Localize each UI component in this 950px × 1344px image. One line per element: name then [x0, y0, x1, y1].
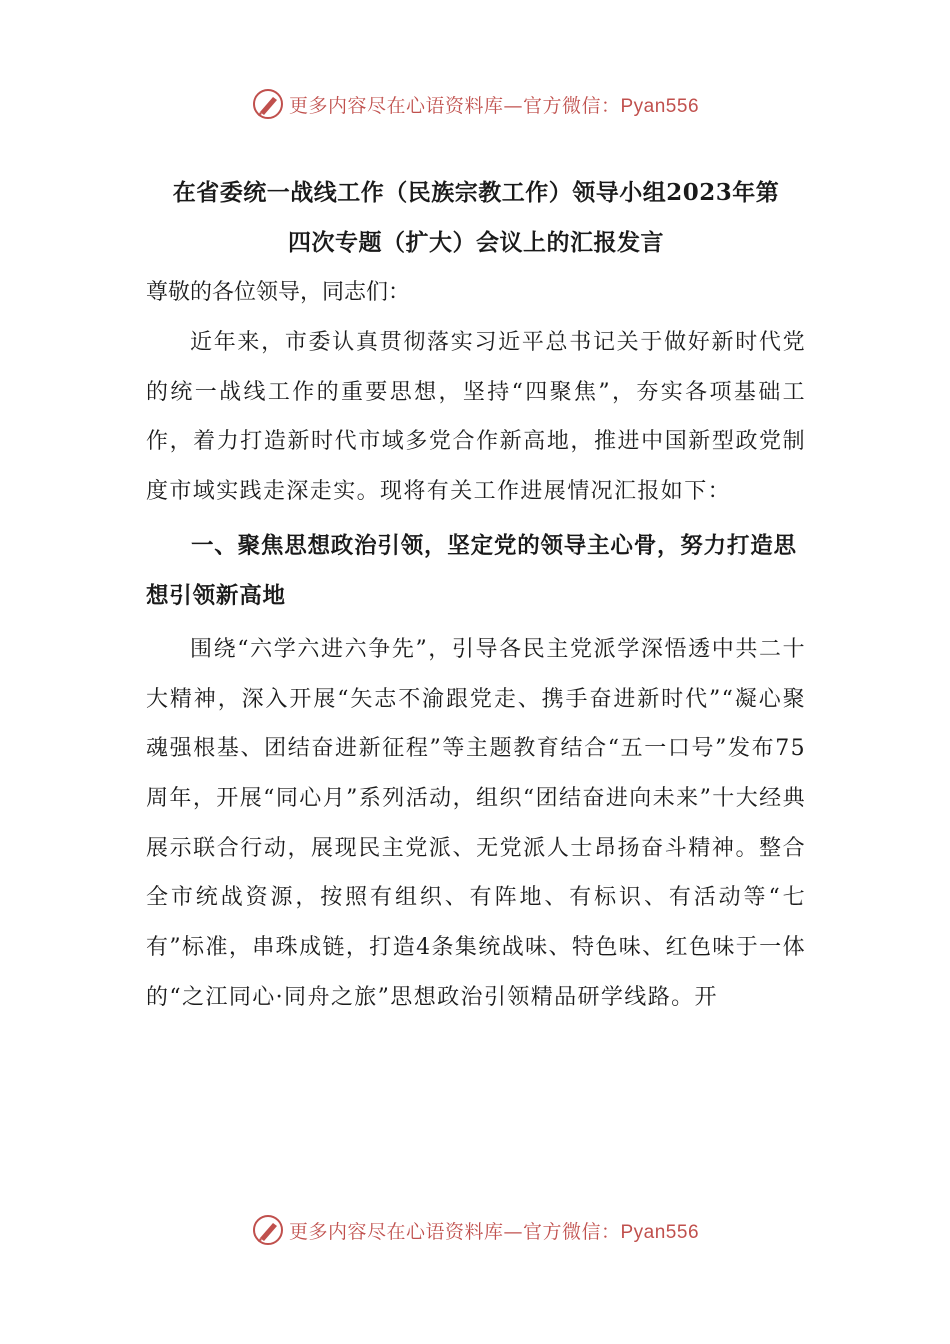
section-1-paragraph: 围绕“六学六进六争先”，引导各民主党派学深悟透中共二十大精神，深入开展“矢志不渝跟党走、携手奋进新时代”“凝心聚魂强根基、团结奋进新征程”等主题教育结合“五一口号”发布75周年，开展“同心月”系列活动，组织“团结奋进向未来”十大经典展示联合行动，展现民主党派、无党派人士昂扬奋斗精神。整合全市统战资源，按照有组织、有阵地、有标识、有活动等“七有”标准，串珠成链，打造4条集统战味、特色味、红色味于一体的“之江同心·同舟之旅”思想政治引领精品研学线路。开	[146, 636, 806, 1010]
pen-logo-icon	[251, 87, 285, 121]
section-1-heading: 一、聚焦思想政治引领，坚定党的领导主心骨，努力打造思想引领新高地	[146, 532, 797, 609]
document-title-line-2: 四次专题（扩大）会议上的汇报发言	[288, 229, 664, 256]
pen-logo-icon	[251, 1213, 285, 1247]
watermark-header	[0, 84, 950, 124]
watermark-text: 更多内容尽在心语资料库—官方微信：Pyan556	[288, 94, 700, 117]
document-title-line-1: 在省委统一战线工作（民族宗教工作）领导小组2023年第	[172, 179, 780, 206]
document-body	[146, 168, 806, 1022]
salutation: 尊敬的各位领导，同志们：	[146, 280, 411, 305]
watermark-text: 更多内容尽在心语资料库—官方微信：Pyan556	[288, 1220, 700, 1243]
intro-paragraph: 近年来，市委认真贯彻落实习近平总书记关于做好新时代党的统一战线工作的重要思想，坚持“四聚焦”，夯实各项基础工作，着力打造新时代市域多党合作新高地，推进中国新型政党制度市域实践走深走实。现将有关工作进展情况汇报如下：	[146, 330, 806, 505]
watermark-footer	[0, 1210, 950, 1250]
